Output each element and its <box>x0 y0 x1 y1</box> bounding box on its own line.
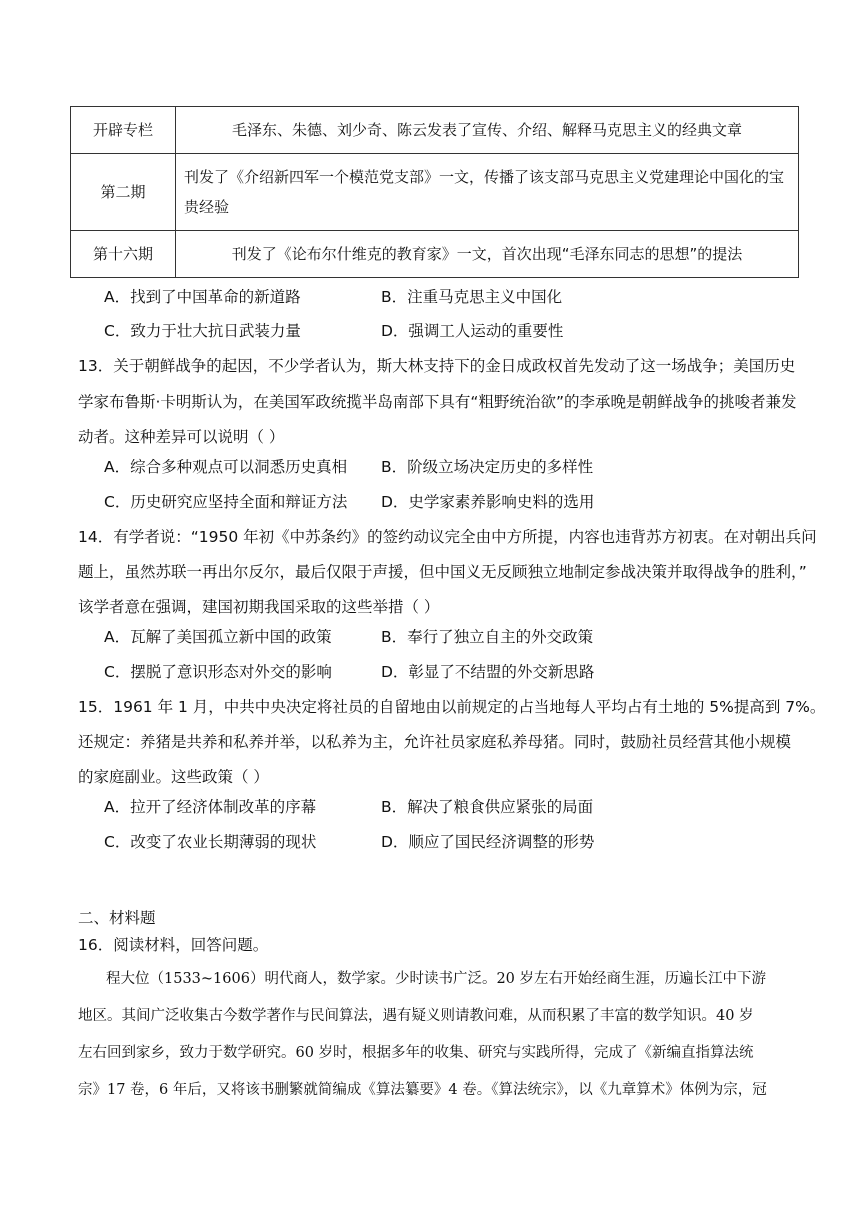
q14-option-a: A．瓦解了美国孤立新中国的政策 <box>104 628 332 646</box>
material-line-3: 左右回到家乡，致力于数学研究。60 岁时，根据多年的收集、研究与实践所得，完成了《新编直指算法统 <box>78 1045 754 1061</box>
table-row <box>71 154 799 231</box>
q14-line-1: 14．有学者说：“1950 年初《中苏条约》的签约动议完全由中方所提，内容也违背苏方初衷。在对朝出兵问 <box>78 528 817 546</box>
q14-option-c: C．摆脱了意识形态对外交的影响 <box>104 663 332 681</box>
table-cell-label: 第二期 <box>71 154 176 231</box>
material-line-4: 宗》17 卷，6 年后，又将该书删繁就简编成《算法纂要》4 卷。《算法统宗》，以《九章算术》体例为宗，冠 <box>78 1082 767 1098</box>
q16-prompt: 16．阅读材料，回答问题。 <box>78 936 269 954</box>
info-table <box>70 106 799 278</box>
q15-line-1: 15．1961 年 1 月，中共中央决定将社员的自留地由以前规定的占当地每人平均占有土地的 5%提高到 7%。 <box>78 698 826 716</box>
table-cell-content: 毛泽东、朱德、刘少奇、陈云发表了宣传、介绍、解释马克思主义的经典文章 <box>176 107 799 154</box>
table-cell-content: 刊发了《论布尔什维克的教育家》一文，首次出现“毛泽东同志的思想”的提法 <box>176 231 799 278</box>
q15-option-b: B．解决了粮食供应紧张的局面 <box>381 798 594 816</box>
table-row <box>71 231 799 278</box>
q13-option-d: D．史学家素养影响史料的选用 <box>381 493 595 511</box>
q13-option-b: B．阶级立场决定历史的多样性 <box>381 458 594 476</box>
material-line-2: 地区。其间广泛收集古今数学著作与民间算法，遇有疑义则请教问难，从而积累了丰富的数学知识。40 岁 <box>78 1008 754 1024</box>
q13-line-3: 动者。这种差异可以说明（ ） <box>78 428 285 446</box>
q15-option-d: D．顺应了国民经济调整的形势 <box>381 833 595 851</box>
q13-line-1: 13．关于朝鲜战争的起因，不少学者认为，斯大林支持下的金日成政权首先发动了这一场战争；美国历史 <box>78 357 796 375</box>
q12-option-d: D．强调工人运动的重要性 <box>381 322 564 340</box>
q13-option-a: A．综合多种观点可以洞悉历史真相 <box>104 458 348 476</box>
q13-option-c: C．历史研究应坚持全面和辩证方法 <box>104 493 348 511</box>
q12-option-b: B．注重马克思主义中国化 <box>381 288 563 306</box>
material-line-1: 程大位（1533~1606）明代商人，数学家。少时读书广泛。20 岁左右开始经商生涯，历遍长江中下游 <box>106 971 767 987</box>
q15-line-2: 还规定：养猪是共养和私养并举，以私养为主，允许社员家庭私养母猪。同时，鼓励社员经营其他小规模 <box>78 733 792 751</box>
q15-option-a: A．拉开了经济体制改革的序幕 <box>104 798 317 816</box>
table-cell-content: 刊发了《介绍新四军一个模范党支部》一文，传播了该支部马克思主义党建理论中国化的宝贵经验 <box>176 154 799 231</box>
section-heading: 二、材料题 <box>78 909 156 927</box>
q13-line-2: 学家布鲁斯·卡明斯认为，在美国军政统揽半岛南部下具有“粗野统治欲”的李承晚是朝鲜战争的挑唆者兼发 <box>78 393 797 411</box>
q12-option-a: A．找到了中国革命的新道路 <box>104 288 301 306</box>
table-cell-label: 第十六期 <box>71 231 176 278</box>
q15-option-c: C．改变了农业长期薄弱的现状 <box>104 833 317 851</box>
q14-option-d: D．彰显了不结盟的外交新思路 <box>381 663 595 681</box>
q14-line-2: 题上，虽然苏联一再出尔反尔，最后仅限于声援，但中国义无反顾独立地制定参战决策并取得战争的胜利，” <box>78 563 807 581</box>
q15-line-3: 的家庭副业。这些政策（ ） <box>78 768 269 786</box>
q14-line-3: 该学者意在强调，建国初期我国采取的这些举措（ ） <box>78 598 440 616</box>
table-row <box>71 107 799 154</box>
q12-option-c: C．致力于壮大抗日武装力量 <box>104 322 301 340</box>
table-cell-label: 开辟专栏 <box>71 107 176 154</box>
q14-option-b: B．奉行了独立自主的外交政策 <box>381 628 594 646</box>
